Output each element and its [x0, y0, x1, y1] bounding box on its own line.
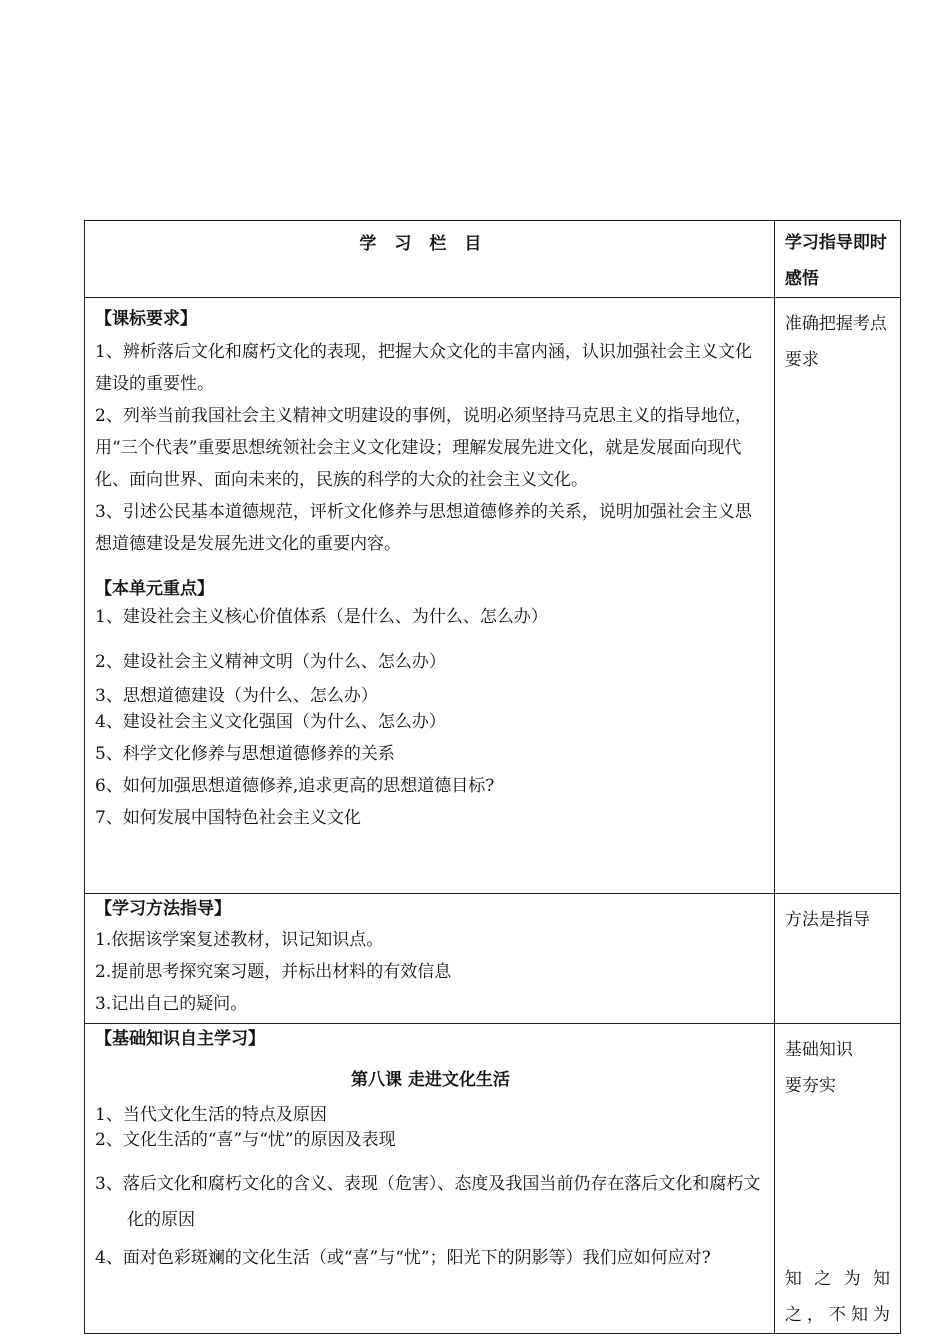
main-column-header: 学习栏目 [85, 221, 775, 298]
study-table [84, 220, 901, 1334]
unit-focus-item: 1、建设社会主义核心价值体系（是什么、为什么、怎么办） [95, 607, 548, 627]
curriculum-paragraph: 3、引述公民基本道德规范，评析文化修养与思想道德修养的关系，说明加强社会主义思想道德建设是发展先进文化的重要内容。 [95, 502, 752, 554]
side-column-header: 学习指导即时感悟 [774, 221, 900, 298]
knowledge-item: 3、落后文化和腐朽文化的含义、表现（危害）、态度及我国当前仍存在落后文化和腐朽文化的原因 [95, 1174, 761, 1230]
curriculum-paragraph: 2、列举当前我国社会主义精神文明建设的事例，说明必须坚持马克思主义的指导地位，用“三个代表”重要思想统领社会主义文化建设；理解发展先进文化，就是发展面向现代化、面向世界、面向未来的，民族的科学的大众的社会主义文化。 [95, 406, 752, 490]
unit-focus-item: 3、思想道德建设（为什么、怎么办） [95, 686, 378, 706]
curriculum-and-focus-cell [85, 298, 775, 894]
unit-focus-title: 【本单元重点】 [95, 579, 214, 599]
lesson-title: 第八课 走进文化生活 [350, 1070, 510, 1090]
side-note-cell [774, 1024, 900, 1334]
study-method-item: 1.依据该学案复述教材，识记知识点。 [95, 930, 384, 950]
basic-knowledge-title: 【基础知识自主学习】 [95, 1029, 265, 1049]
knowledge-item: 1、当代文化生活的特点及原因 [95, 1105, 327, 1125]
side-note-method: 方法是指导 [784, 910, 870, 930]
unit-focus-item: 6、如何加强思想道德修养,追求更高的思想道德目标? [95, 776, 495, 796]
side-note-basics: 基础知识要夯实 [784, 1040, 853, 1096]
basic-knowledge-cell [85, 1024, 775, 1334]
unit-focus-item: 5、科学文化修养与思想道德修养的关系 [95, 744, 395, 764]
unit-focus-item: 2、建设社会主义精神文明（为什么、怎么办） [95, 652, 446, 672]
knowledge-item: 2、文化生活的“喜”与“忧”的原因及表现 [95, 1130, 396, 1150]
curriculum-paragraph: 1、辨析落后文化和腐朽文化的表现，把握大众文化的丰富内涵，认识加强社会主义文化建设的重要性。 [95, 342, 752, 394]
curriculum-requirements-title: 【课标要求】 [95, 309, 197, 329]
side-note-proverb: 知之为知之，不知为 [784, 1269, 892, 1325]
study-method-item: 3.记出自己的疑问。 [95, 994, 248, 1014]
unit-focus-item: 4、建设社会主义文化强国（为什么、怎么办） [95, 712, 446, 732]
study-method-item: 2.提前思考探究案习题，并标出材料的有效信息 [95, 962, 452, 982]
study-method-cell [85, 894, 775, 1024]
side-note-cell [774, 298, 900, 894]
side-note-exam-points: 准确把握考点要求 [784, 314, 887, 370]
knowledge-item: 4、面对色彩斑斓的文化生活（或“喜”与“忧”；阳光下的阴影等）我们应如何应对? [95, 1248, 711, 1268]
side-note-cell [774, 894, 900, 1024]
study-method-title: 【学习方法指导】 [95, 899, 231, 919]
unit-focus-item: 7、如何发展中国特色社会主义文化 [95, 808, 361, 828]
